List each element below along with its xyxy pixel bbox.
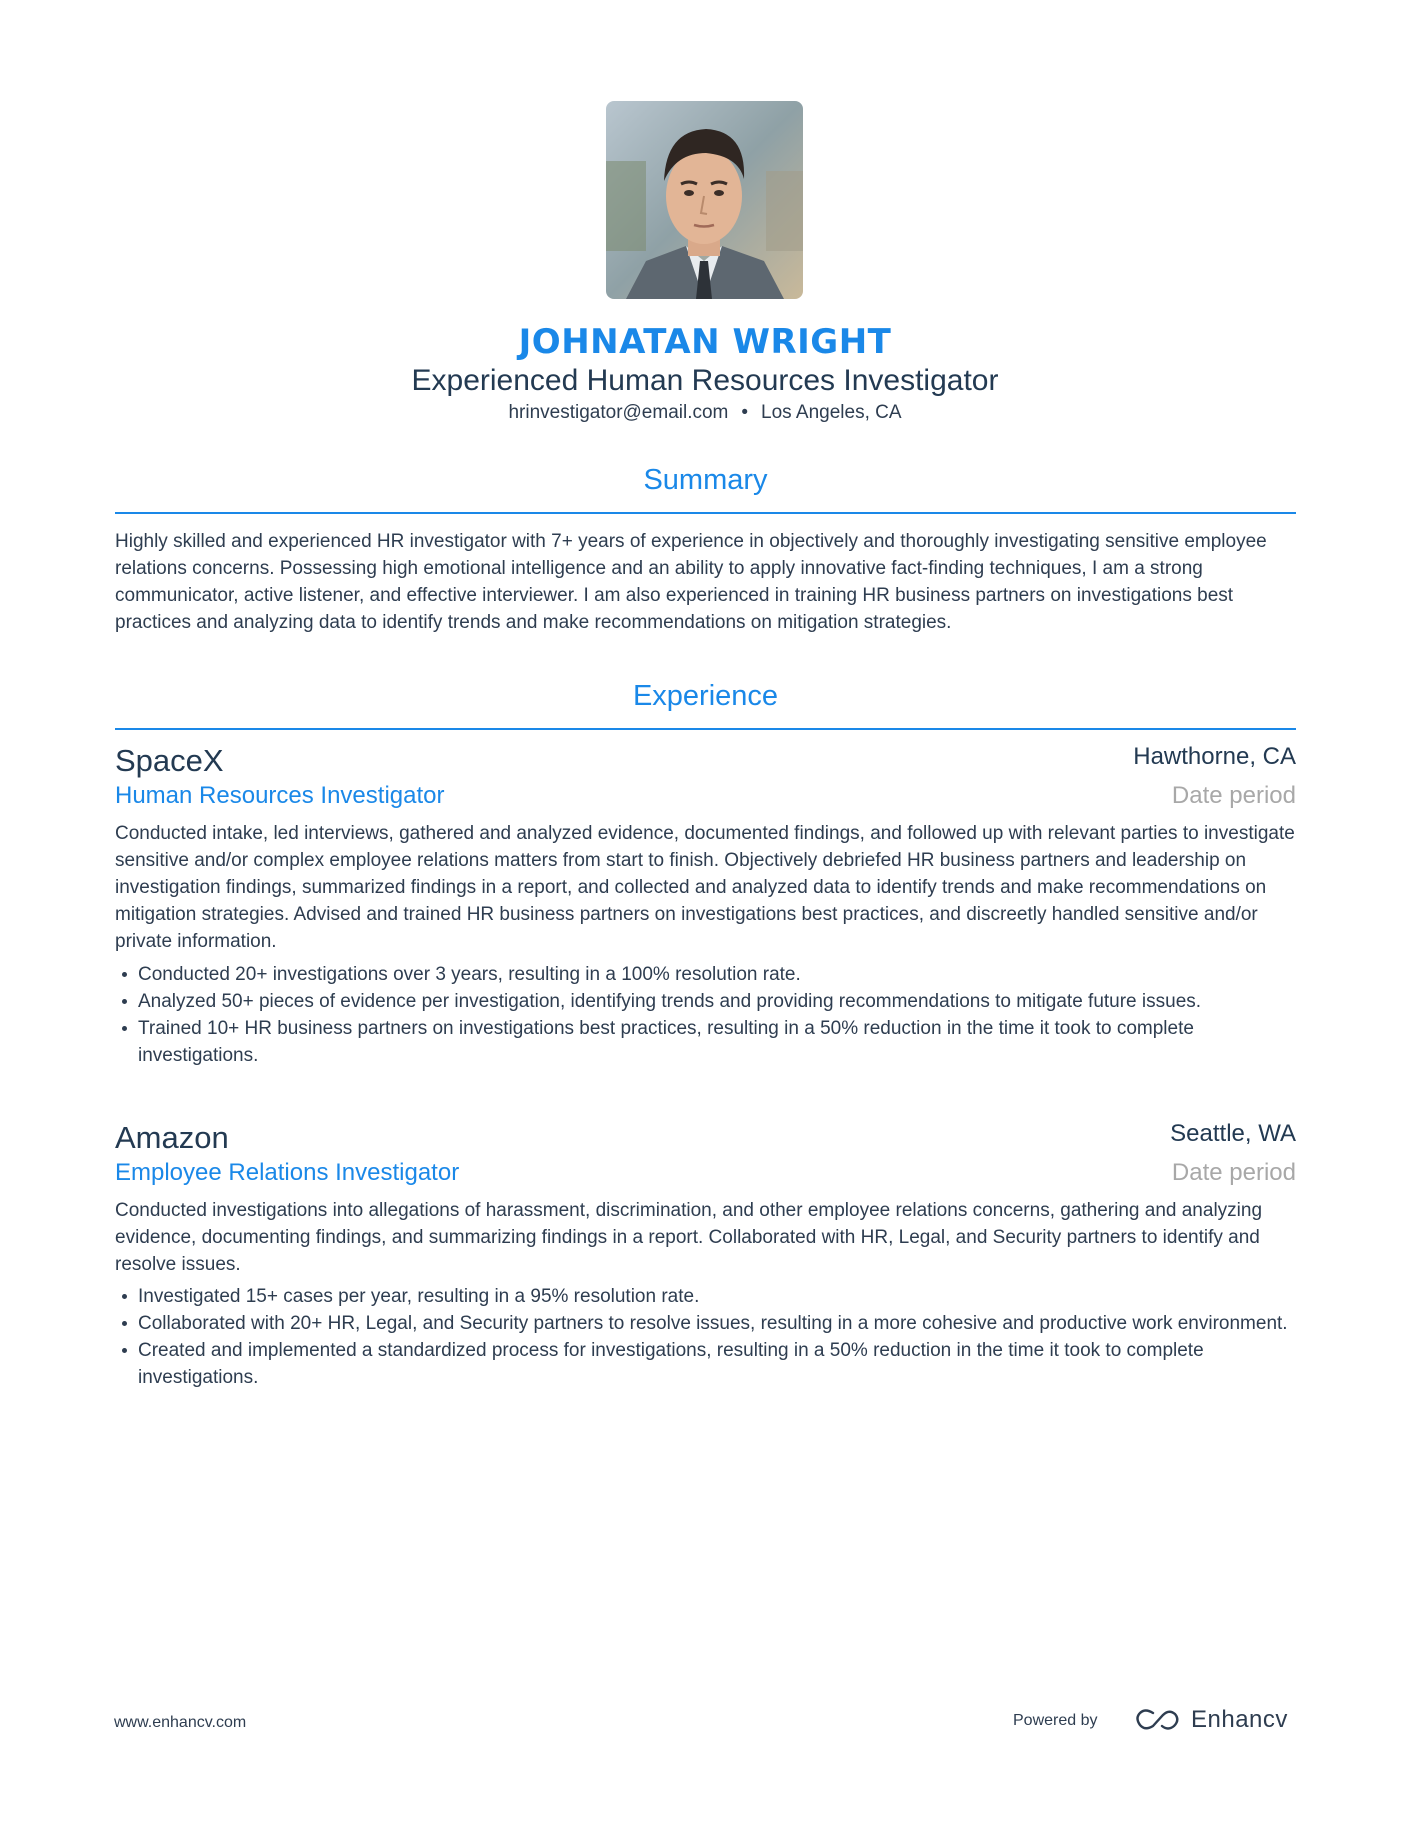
bullet-text: Conducted 20+ investigations over 3 years, resulting in a 100% resolution rate. xyxy=(138,964,801,985)
bullet-text: Analyzed 50+ pieces of evidence per investigation, identifying trends and providing recommendations to mitigate future issues. xyxy=(138,991,1202,1012)
summary-divider xyxy=(115,512,1296,514)
brand-name: Enhancv xyxy=(1191,1706,1288,1733)
bullet-text: Collaborated with 20+ HR, Legal, and Security partners to resolve issues, resulting in a more cohesive and productive work environment. xyxy=(138,1313,1288,1334)
list-item xyxy=(115,1283,1296,1310)
job-location: Seattle, WA xyxy=(1170,1120,1296,1147)
summary-text: Highly skilled and experienced HR investigator with 7+ years of experience in objectively and thoroughly investigating sensitive employee relations concerns. Possessing high emotional intelligence and an ability to apply innovative fact-finding techniques, I am a strong communicator, active listener, and effective interviewer. I am also experienced in training HR business partners on investigations best practices and analyzing data to identify trends and make recommendations on mitigation strategies. xyxy=(115,531,1267,633)
job-location: Hawthorne, CA xyxy=(1133,743,1296,770)
job-company: Amazon xyxy=(115,1120,229,1155)
job-date: Date period xyxy=(1171,782,1296,809)
bullet-dot xyxy=(122,972,127,977)
list-item xyxy=(115,961,1296,988)
profile-photo xyxy=(606,101,803,299)
bullet-dot xyxy=(122,999,127,1004)
contact-location: Los Angeles, CA xyxy=(761,402,902,423)
summary-section-title: Summary xyxy=(643,464,768,496)
bullet-dot xyxy=(122,1294,127,1299)
bullet-text: Trained 10+ HR business partners on investigations best practices, resulting in a 50% reduction in the time it took to complete investigations. xyxy=(138,1018,1194,1066)
experience-section-title: Experience xyxy=(632,680,779,712)
job-description: Conducted intake, led interviews, gathered and analyzed evidence, documented findings, and followed up with relevant parties to investigate sensitive and/or complex employee relations matters from start to finish. Objectively debriefed HR business partners and leadership on investigation findings, summarized findings in a report, and collected and analyzed data to identify trends and make recommendations on mitigation strategies. Advised and trained HR business partners on investigations best practices, and discreetly handled sensitive and/or private information. xyxy=(115,823,1295,952)
list-item xyxy=(115,1015,1296,1069)
bullet-text: Created and implemented a standardized process for investigations, resulting in a 50% reduction in the time it took to complete investigations. xyxy=(138,1340,1204,1388)
powered-by-label: Powered by xyxy=(1013,1712,1098,1729)
job-company: SpaceX xyxy=(115,743,224,778)
brand-logo[interactable] xyxy=(1133,1700,1288,1740)
bullet-dot xyxy=(122,1348,127,1353)
footer-url[interactable]: www.enhancv.com xyxy=(114,1714,247,1731)
portrait-image xyxy=(606,101,803,299)
list-item xyxy=(115,1310,1296,1337)
job-date: Date period xyxy=(1171,1159,1296,1186)
candidate-headline: Experienced Human Resources Investigator xyxy=(411,364,999,397)
experience-divider xyxy=(115,728,1296,730)
job-description: Conducted investigations into allegations of harassment, discrimination, and other employee relations concerns, gathering and analyzing evidence, documenting findings, and summarizing findings in a report. Collaborated with HR, Legal, and Security partners to identify and resolve issues. xyxy=(115,1200,1263,1275)
job-bullets xyxy=(115,961,1296,1069)
list-item xyxy=(115,988,1296,1015)
bullet-text: Investigated 15+ cases per year, resulting in a 95% resolution rate. xyxy=(138,1286,700,1307)
candidate-name: JOHNATAN WRIGHT xyxy=(518,322,892,362)
job-role: Employee Relations Investigator xyxy=(115,1159,460,1186)
bullet-dot xyxy=(122,1026,127,1031)
bullet-dot xyxy=(122,1321,127,1326)
contact-email[interactable]: hrinvestigator@email.com xyxy=(508,402,729,423)
list-item xyxy=(115,1337,1296,1391)
contact-separator: • xyxy=(741,402,749,423)
job-role: Human Resources Investigator xyxy=(115,782,445,809)
enhancv-logo-icon xyxy=(1133,1707,1181,1733)
job-bullets xyxy=(115,1283,1296,1391)
contact-line xyxy=(0,402,1410,424)
